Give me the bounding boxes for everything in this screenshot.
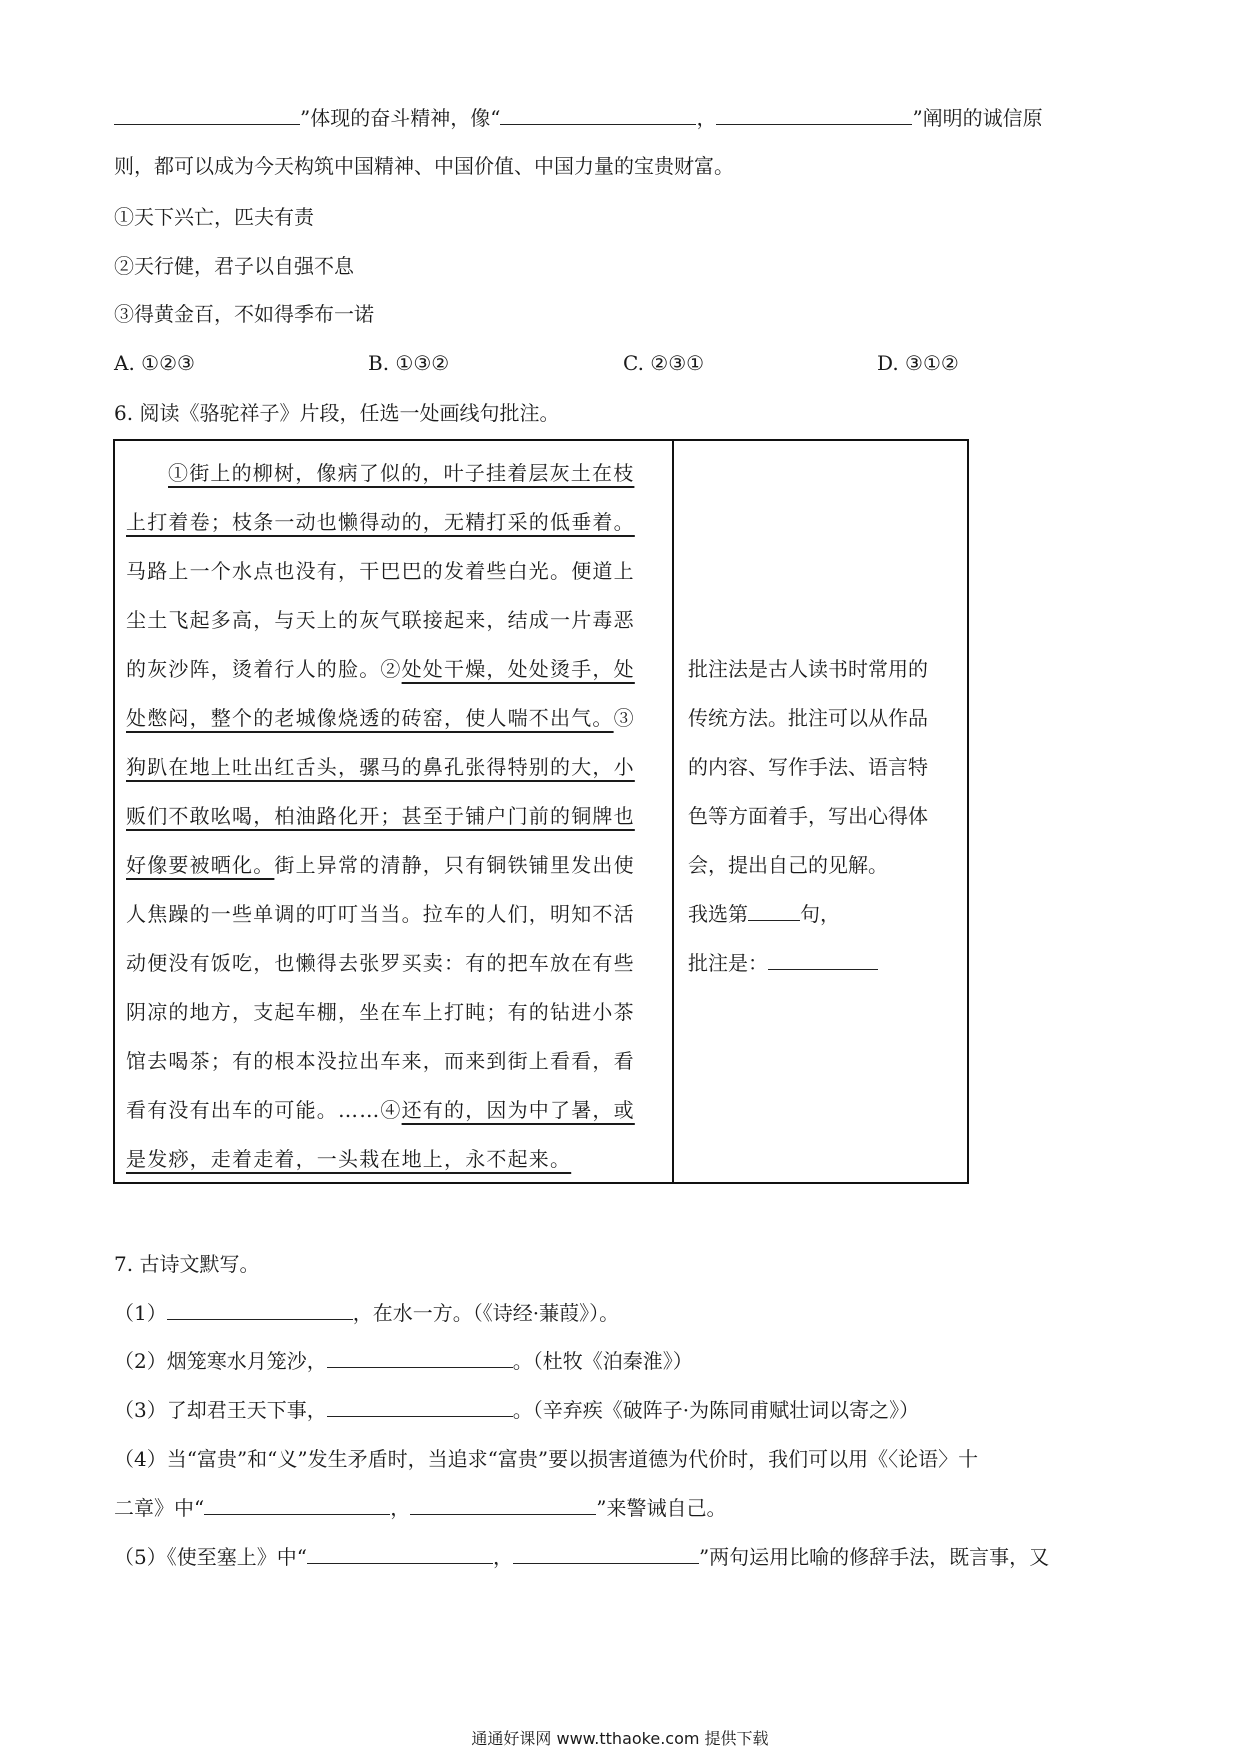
- q5-item-2: ②天行健，君子以自强不息: [114, 254, 354, 278]
- q5-option-a[interactable]: A. ①②③: [114, 351, 195, 375]
- passage-line: [126, 655, 635, 683]
- instruction-line-3: 的内容、写作手法、语言特: [688, 755, 928, 779]
- passage-line: [126, 949, 635, 977]
- instruction-line-2: 传统方法。批注可以从作品: [688, 706, 928, 730]
- passage-line: [168, 459, 634, 487]
- annotation-line: 批注是：: [688, 949, 878, 977]
- passage-line: [126, 998, 635, 1026]
- passage-line: [126, 900, 635, 928]
- passage-text-segment: 看有没有出车的可能。……④: [126, 1098, 402, 1122]
- underlined-sentence: 是发痧，走着走着，一头栽在地上，永不起来。: [126, 1147, 572, 1171]
- instruction-line-5: 会，提出自己的见解。: [688, 853, 888, 877]
- passage-text-segment: 的灰沙阵，烫着行人的脸。②: [126, 657, 402, 681]
- passage-line: [126, 802, 635, 830]
- instruction-line-1: 批注法是古人读书时常用的: [688, 657, 928, 681]
- q7-item-1: （1） ，在水一方。（《诗经·蒹葭》）。: [114, 1301, 620, 1325]
- q7-item-4-cont: 二章》中“ ， ”来警诫自己。: [114, 1496, 727, 1520]
- passage-line: [126, 557, 635, 585]
- q5-line-2: 则，都可以成为今天构筑中国精神、中国价值、中国力量的宝贵财富。: [114, 154, 734, 178]
- annotation-blank[interactable]: [768, 949, 878, 970]
- answer-blank[interactable]: [307, 1543, 493, 1564]
- underlined-sentence: 好像要被晒化。: [126, 853, 275, 877]
- q7-item-2: （2）烟笼寒水月笼沙， 。（杜牧《泊秦淮》）: [114, 1349, 693, 1373]
- q5-option-d[interactable]: D. ③①②: [877, 351, 959, 375]
- passage-text-segment: ③: [613, 706, 635, 730]
- footer-watermark: 通通好课网 www.tthaoke.com 提供下载: [471, 1729, 769, 1748]
- passage-text-segment: 动便没有饭吃，也懒得去张罗买卖：有的把车放在有些: [126, 951, 635, 975]
- passage-text-segment: 人焦躁的一些单调的叮叮当当。拉车的人们，明知不活: [126, 902, 635, 926]
- answer-blank[interactable]: [167, 1299, 353, 1320]
- q7-title: 7. 古诗文默写。: [114, 1252, 260, 1276]
- sentence-number-blank[interactable]: [748, 900, 800, 921]
- passage-text-segment: 街上异常的清静，只有铜铁铺里发出使: [274, 853, 635, 877]
- answer-blank[interactable]: [410, 1494, 596, 1515]
- passage-line: [126, 1047, 635, 1075]
- answer-blank[interactable]: [327, 1396, 513, 1417]
- answer-blank[interactable]: [716, 104, 912, 125]
- instruction-line-4: 色等方面着手，写出心得体: [688, 804, 928, 828]
- q7-item-5: （5）《使至塞上》中“ ， ”两句运用比喻的修辞手法，既言事，又: [114, 1545, 1050, 1569]
- q7-item-4: （4）当“富贵”和“义”发生矛盾时，当追求“富贵”要以损害道德为代价时，我们可以用《〈论语〉十: [114, 1447, 979, 1471]
- choose-sentence: 我选第 句，: [688, 902, 840, 926]
- table-divider: [672, 439, 674, 1184]
- q6-title: 6. 阅读《骆驼祥子》片段，任选一处画线句批注。: [114, 401, 560, 425]
- q5-option-c[interactable]: C. ②③①: [623, 351, 705, 375]
- passage-line: [126, 1145, 571, 1173]
- q5-item-1: ①天下兴亡，匹夫有责: [114, 205, 314, 229]
- passage-line: [126, 753, 635, 781]
- passage-line: [126, 508, 635, 536]
- passage-line: [126, 851, 635, 879]
- answer-blank[interactable]: [327, 1347, 513, 1368]
- passage-line: [126, 1096, 635, 1124]
- underlined-sentence: 上打着卷；枝条一动也懒得动的，无精打采的低垂着。: [126, 510, 635, 534]
- answer-blank[interactable]: [204, 1494, 390, 1515]
- passage-text-segment: 阴凉的地方，支起车棚，坐在车上打盹；有的钻进小茶: [126, 1000, 635, 1024]
- underlined-sentence: 处处干燥，处处烫手，处: [401, 657, 635, 681]
- underlined-sentence: 还有的，因为中了暑，或: [401, 1098, 635, 1122]
- q5-line-1: ”体现的奋斗精神，像“ ， ”阐明的诚信原: [114, 104, 1043, 132]
- underlined-sentence: ①街上的柳树，像病了似的，叶子挂着层灰土在枝: [168, 461, 635, 485]
- underlined-sentence: 贩们不敢吆喝，柏油路化开；甚至于铺户门前的铜牌也: [126, 804, 635, 828]
- passage-text-segment: 马路上一个水点也没有，干巴巴的发着些白光。便道上: [126, 559, 635, 583]
- q5-item-3: ③得黄金百，不如得季布一诺: [114, 302, 374, 326]
- underlined-sentence: 处憋闷，整个的老城像烧透的砖窑，使人喘不出气。: [126, 706, 614, 730]
- passage-line: [126, 704, 635, 732]
- answer-blank[interactable]: [513, 1543, 699, 1564]
- passage-line: [126, 606, 635, 634]
- answer-blank[interactable]: [500, 104, 696, 125]
- underlined-sentence: 狗趴在地上吐出红舌头，骡马的鼻孔张得特别的大，小: [126, 755, 635, 779]
- answer-blank[interactable]: [114, 104, 300, 125]
- q7-item-3: （3）了却君王天下事， 。（辛弃疾《破阵子·为陈同甫赋壮词以寄之》）: [114, 1398, 920, 1422]
- passage-text-segment: 尘土飞起多高，与天上的灰气联接起来，结成一片毒恶: [126, 608, 635, 632]
- passage-text-segment: 馆去喝茶；有的根本没拉出车来，而来到街上看看，看: [126, 1049, 635, 1073]
- q5-option-b[interactable]: B. ①③②: [368, 351, 450, 375]
